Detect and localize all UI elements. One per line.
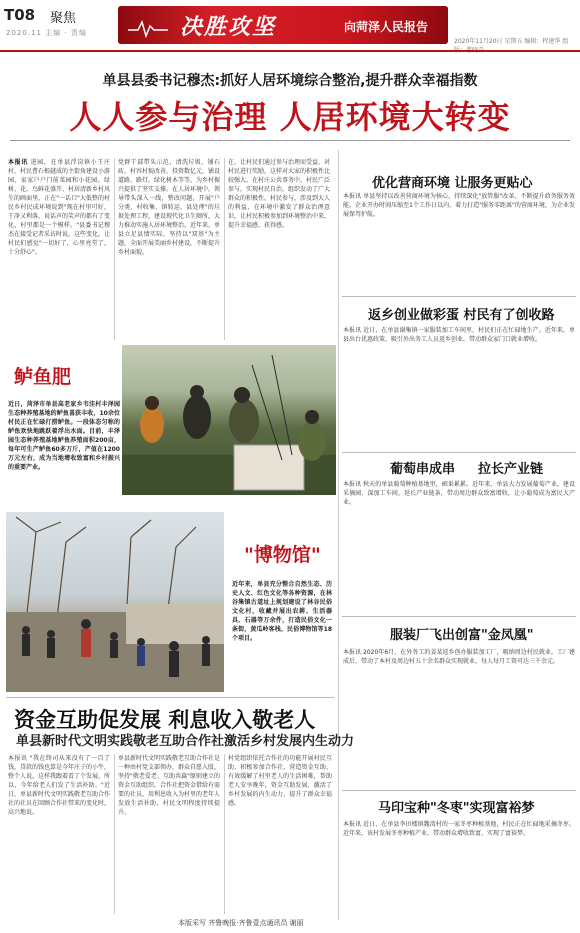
banner-script: 决胜攻坚 — [180, 14, 277, 40]
section-rule — [342, 616, 576, 617]
col-divider — [224, 158, 225, 340]
right-body-4: 本报讯 2020年6月，在外务工的姜某返乡创办服装加工厂，吸纳周边村民就业。工厂建成后，带动了本村及周边村五十余名群众实现就业，每人每月工资可达三千余元。 — [343, 649, 575, 665]
museum-village-photo — [6, 512, 224, 692]
right-heading-3a: 葡萄串成串 — [390, 462, 456, 477]
col-divider — [114, 754, 115, 914]
lower-rule — [6, 697, 334, 698]
headline-rule — [10, 140, 570, 141]
right-body-1: 本报讯 单县坚持以改善营商环境为核心，持续深化"放管服"改革，不断提升政务服务效能。企业开办时间压缩至1个工作日以内，着力打造"服务零距离"的营商环境，为企业发展保驾护航。 — [343, 193, 575, 218]
lower-col-3: 村党组织依托合作社的功能开展村民互助、积极参加合作社，营造资金互助、有效缓解了村里老人的生活困难，帮助老人安享晚年，资金互助发展，激活了乡村发展的内生动力，提升了群众幸福感。 — [228, 755, 332, 807]
header-sub: 2020.11 主编 · 责编 — [6, 29, 87, 37]
page-number: T08 — [4, 6, 36, 24]
byline: 本报讯 — [8, 159, 29, 166]
headline: 人人参与治理 人居环境大转变 — [69, 98, 511, 136]
article-col-1 — [8, 158, 110, 340]
fish-harvest-photo — [122, 345, 336, 495]
article-col-2: 党群干部带头示范，清洗垃圾、铺石砖，村容村貌改善，投资数亿元，铺设道路、路灯，绿化树木等等，为乡村振兴提供了坚实支撑。在人居环境中，领导带头深入一线，整改问题，开展"户分类、村收集、镇转运、县处理"的垃圾处理工程，建设现代化卫生厕所，大力推动实施人居环境整治。近年来，单县立足县情实际，坚持以"双基"为主题，全面开展美丽乡村建设，不断提升乡村面貌。 — [118, 159, 220, 256]
col1-text: 进园，在单县浮岗镇小王庄村，村民曹石根越成的主街角建设小游园、家家户户门前菜园和小花园。绿树、花、鸟鲜花盛开、村居清新乡村风生的画面里，正在"一话口"大低整的村民乡村民成环境说到"现在村里可好，干净又利落，说话声的笑声的都有了变化，村里都是一个模样。"县委书记穆杰在接受记者采访时说，这些变化，让村民们感觉"一切好了，心里亮堂了，十分舒心"。 — [8, 159, 110, 256]
col-divider — [114, 158, 115, 340]
issue-meta: 2020年11月20日 星期五 编辑：程建华 组 — [454, 38, 569, 45]
page-header — [0, 0, 580, 50]
photo2-caption-title: "博物馆" — [244, 544, 321, 566]
lower-col-1: 本报讯 "我在终司从来没有了一百了钱，贷款的钱也算是今年庄子的小牛，整个人说，这样我跟着看了个发展，所以，今年给老人们发了生活补助。"近日，单县新时代文明实践敬老互助合作社的社员在回顾合作社带来的变化时，高兴地说。 — [8, 755, 110, 816]
lower-col-2: 单县新时代文明实践敬老互助合作社是一种由村党支部领办，群众自愿入股，坚持"敬老爱老、互助共赢"原则建立的资金互助组织。合作社把资金借给有需要的社员，用利息收入为村里的老年人发放生活补助，村民文明程度持续提升。 — [118, 755, 220, 816]
right-body-5: 本报讯 近日，在单县李田楼镇魏湾村的一家冬枣种植基地，村民正在忙碌地采摘冬枣。近年来，该村发展冬枣种植产业，带动群众增收致富，实现了富裕梦。 — [343, 821, 575, 837]
photo1-caption: 近日，菏泽市单县高老家乡韦洼村丰泽园生态种养殖基地的鲈鱼喜获丰收，10余位村民正在忙碌打捞鲈鱼。一段体态匀称的鲈鱼欢快地跳跃着浮出水面。目前，丰泽园生态种养殖基地鲈鱼养殖面积200亩，每年可生产鲈鱼60多万斤，产值在1200万元左右，成为当地增收致富和乡村振兴的重要产业。 — [8, 401, 120, 471]
article-col-3: 在，让村民们通过参与治理而受益、对村民进行奖励，这样对大家的积极性比较强大。在村庄公共事务中，村民广泛参与，实现村民自治。组织发动了广大群众的积极性，村民参与，涉及到大人的利益，在环境中激发了群众治理意识，让村民积极参加到环境整治中来，提升幸福感、获得感。 — [228, 159, 330, 229]
campaign-banner — [118, 6, 448, 44]
header-rule — [0, 50, 580, 52]
right-body-3: 本报讯 秋天的单县葡萄种植基地里，硕果累累。近年来，单县大力发展葡萄产业，建设采摘园、深加工车间，延长产业链条，带动周边群众致富增收，让小葡萄成为富民大产业。 — [343, 481, 575, 506]
village-crowd-illustration — [6, 512, 224, 692]
footer-credit: 本版采写 齐鲁晚报·齐鲁壹点通讯员 谢丽 — [178, 919, 304, 927]
col-divider — [224, 754, 225, 914]
section-rule — [342, 452, 576, 453]
photo1-caption-title: 鲈鱼肥 — [14, 366, 72, 388]
right-heading-3b: 拉长产业链 — [478, 462, 544, 477]
photo2-caption: 近年来，单县充分整合自然生态、历史人文、红色文化等各种资源，在林谷集镇古道址上规划建设了林谷民俗文化村，收藏并展出农耕、生活器具、石器等万余件，打造民俗文化一条街，黄瓜岭客栈、民俗博物馆等18个项目。 — [232, 581, 332, 642]
section-rule — [342, 790, 576, 791]
right-divider — [338, 150, 339, 920]
right-body-2: 本报讯 近日，在单县谢集镇一家服装加工车间里，村民们正在忙碌地生产。近年来，单县出台优惠政策，吸引外出务工人员返乡创业，带动群众家门口就业增收。 — [343, 327, 575, 343]
section-name: 聚焦 — [50, 11, 77, 26]
fishermen-illustration — [122, 345, 336, 495]
lower-subtitle: 单县新时代文明实践敬老互助合作社激活乡村发展内生动力 — [16, 734, 355, 749]
pulse-line-icon — [128, 18, 168, 38]
kicker: 单县县委书记穆杰:抓好人居环境综合整治,提升群众幸福指数 — [102, 73, 478, 89]
right-heading-4: 服装厂飞出创富"金凤凰" — [390, 628, 534, 643]
right-heading-2: 返乡创业做彩蛋 村民有了创收路 — [368, 308, 555, 323]
lower-title: 资金互助促发展 利息收入敬老人 — [14, 708, 316, 732]
right-heading-5: 马印宝种"冬枣"实现富裕梦 — [378, 801, 535, 816]
section-rule — [342, 296, 576, 297]
right-heading-1: 优化营商环境 让服务更贴心 — [372, 176, 533, 191]
banner-tag: 向菏泽人民报告 — [344, 20, 429, 34]
